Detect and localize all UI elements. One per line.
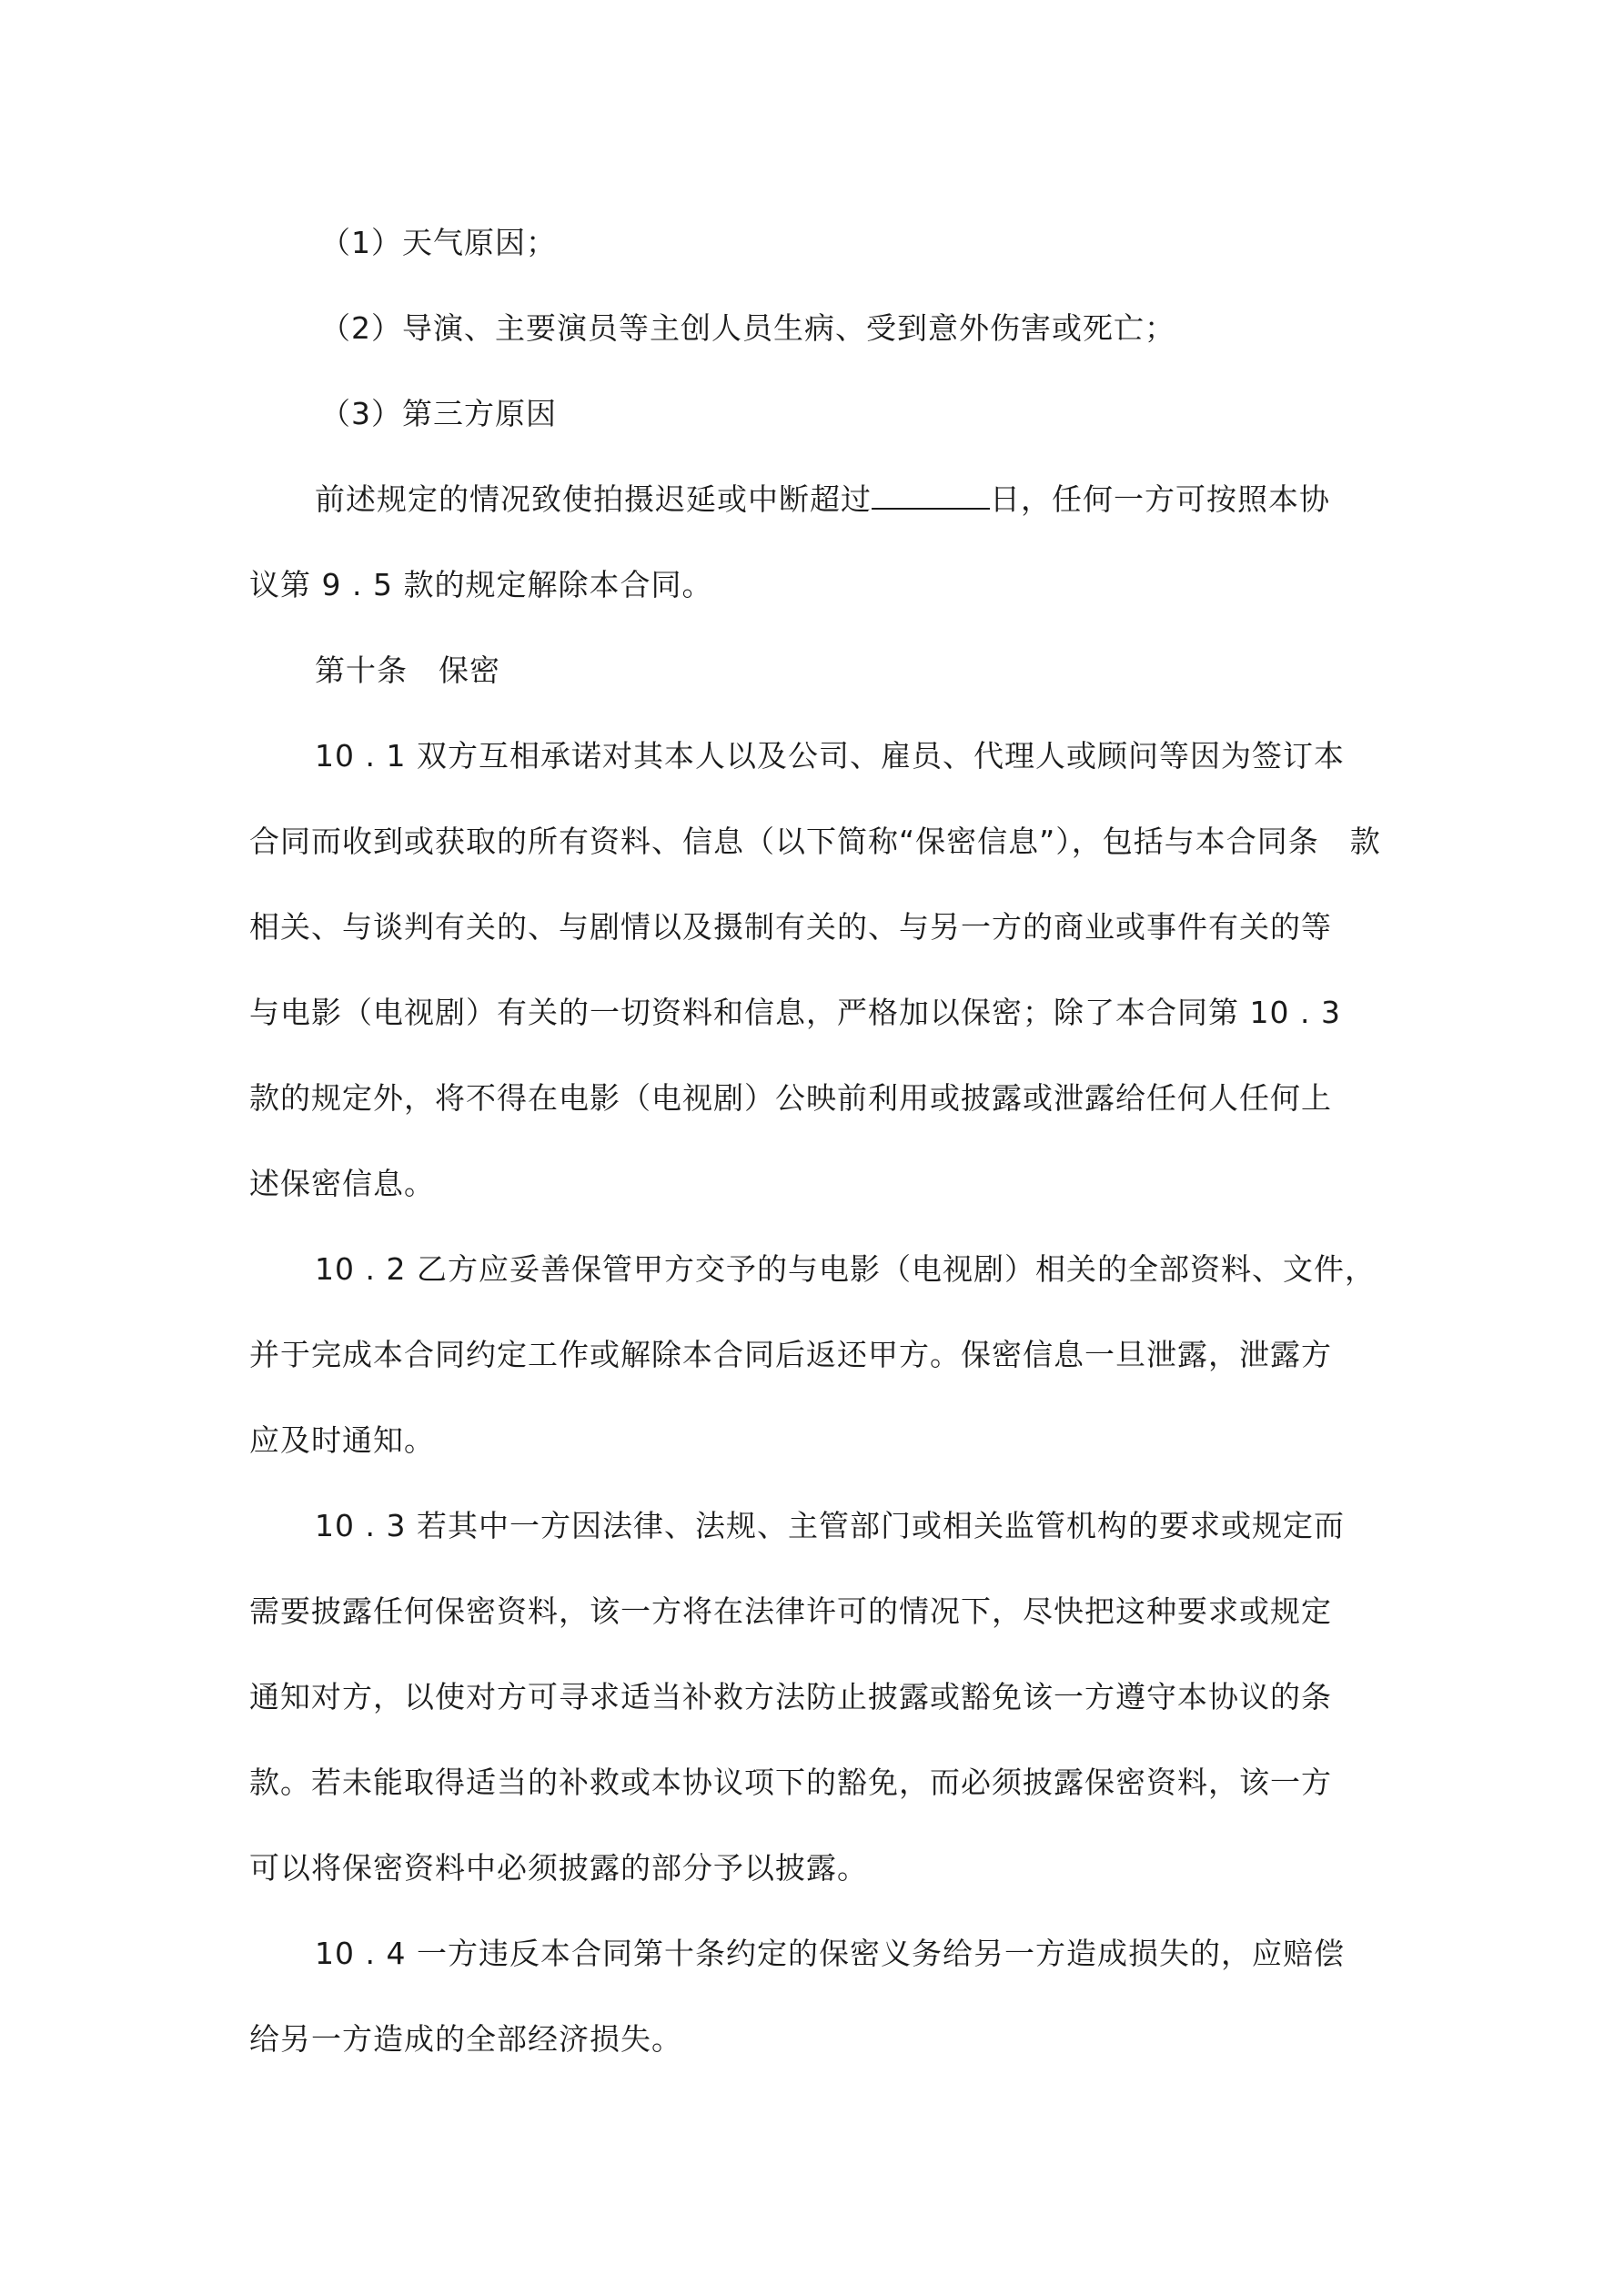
clause-10-3-line: 10 . 3 若其中一方因法律、法规、主管部门或相关监管机构的要求或规定而 bbox=[315, 1508, 1345, 1543]
clause-10-4-line: 10 . 4 一方违反本合同第十条约定的保密义务给另一方造成损失的，应赔偿 bbox=[315, 1936, 1345, 1971]
termination-text-before-blank: 前述规定的情况致使拍摄迟延或中断超过 bbox=[315, 481, 872, 517]
termination-text-after-blank: 日，任何一方可按照本协 bbox=[990, 481, 1330, 517]
clause-10-3-line: 需要披露任何保密资料，该一方将在法律许可的情况下，尽快把这种要求或规定 bbox=[249, 1593, 1332, 1629]
clause-10-2-line: 并于完成本合同约定工作或解除本合同后返还甲方。保密信息一旦泄露，泄露方 bbox=[249, 1337, 1332, 1372]
clause-10-2-line: 应及时通知。 bbox=[249, 1422, 435, 1458]
clause-10-1-line: 10 . 1 双方互相承诺对其本人以及公司、雇员、代理人或顾问等因为签订本 bbox=[315, 738, 1345, 774]
list-item-illness: （2）导演、主要演员等主创人员生病、受到意外伤害或死亡； bbox=[320, 310, 1175, 346]
clause-10-1-line: 相关、与谈判有关的、与剧情以及摄制有关的、与另一方的商业或事件有关的等 bbox=[249, 909, 1332, 945]
list-item-third-party: （3）第三方原因 bbox=[320, 396, 557, 431]
clause-10-1-line: 合同而收到或获取的所有资料、信息（以下简称“保密信息”），包括与本合同条 款 bbox=[249, 824, 1381, 859]
clause-10-1-line: 款的规定外，将不得在电影（电视剧）公映前利用或披露或泄露给任何人任何上 bbox=[249, 1080, 1332, 1116]
document-body bbox=[249, 211, 1397, 2093]
clause-10-2-line: 10 . 2 乙方应妥善保管甲方交予的与电影（电视剧）相关的全部资料、文件， bbox=[315, 1251, 1376, 1287]
list-item-weather: （1）天气原因； bbox=[320, 225, 557, 260]
article-10-title: 第十条 保密 bbox=[315, 652, 500, 688]
clause-10-4-line: 给另一方造成的全部经济损失。 bbox=[249, 2021, 682, 2057]
termination-clause-line-1 bbox=[249, 468, 1397, 553]
clause-10-3-line: 可以将保密资料中必须披露的部分予以披露。 bbox=[249, 1850, 868, 1886]
clause-10-1-line: 与电影（电视剧）有关的一切资料和信息，严格加以保密；除了本合同第 10 . 3 bbox=[249, 995, 1341, 1030]
clause-10-1-line: 述保密信息。 bbox=[249, 1166, 435, 1201]
termination-clause-line-2: 议第 9 . 5 款的规定解除本合同。 bbox=[249, 567, 713, 602]
clause-10-3-line: 通知对方，以使对方可寻求适当补救方法防止披露或豁免该一方遵守本协议的条 bbox=[249, 1679, 1332, 1714]
days-blank-field bbox=[872, 471, 990, 510]
clause-10-3-line: 款。若未能取得适当的补救或本协议项下的豁免，而必须披露保密资料，该一方 bbox=[249, 1765, 1332, 1800]
